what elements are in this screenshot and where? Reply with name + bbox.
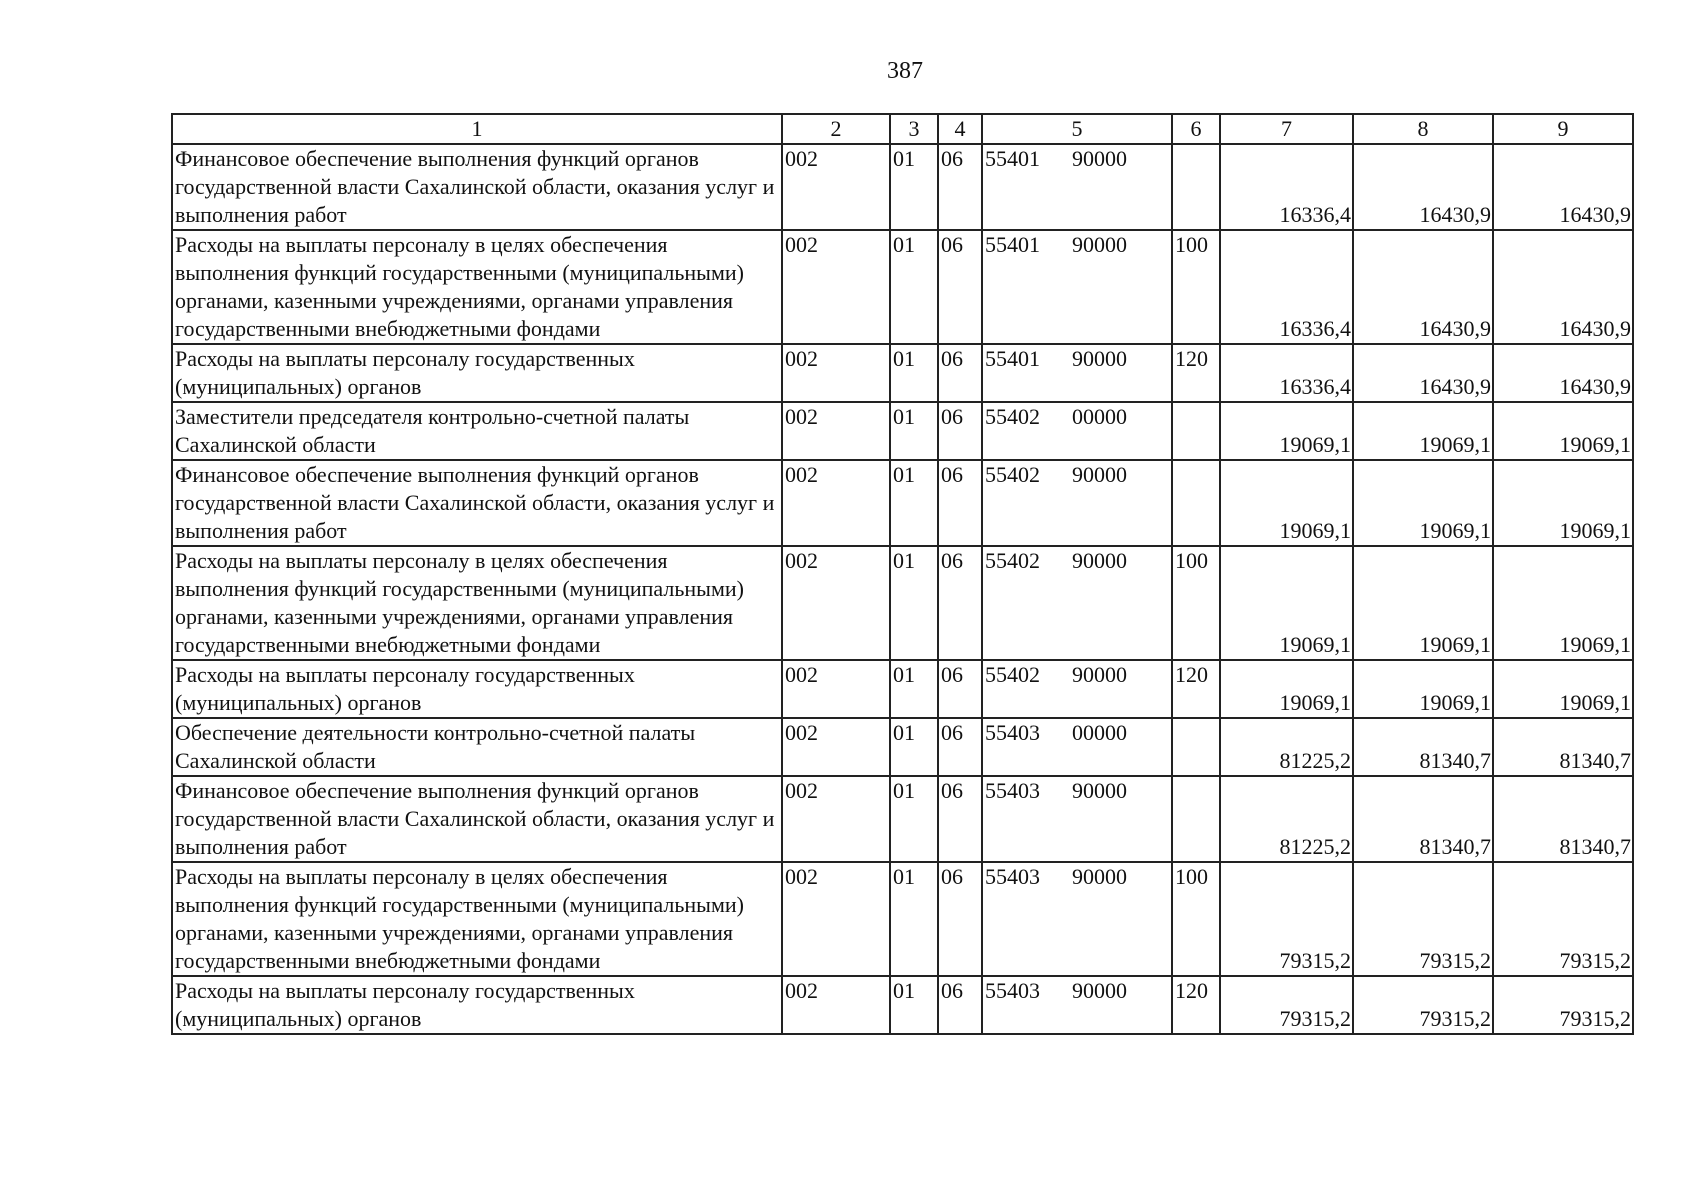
target-article-code-part2: 90000 bbox=[1072, 864, 1127, 889]
subsection-code: 06 bbox=[938, 862, 982, 976]
table-row bbox=[172, 718, 1633, 776]
table-row bbox=[172, 344, 1633, 402]
table-row bbox=[172, 776, 1633, 862]
amount-col9: 16430,9 bbox=[1493, 230, 1633, 344]
amount-col8: 79315,2 bbox=[1353, 862, 1493, 976]
ministry-code: 002 bbox=[782, 144, 890, 230]
amount-col9: 16430,9 bbox=[1493, 144, 1633, 230]
target-article-code-part2: 00000 bbox=[1072, 720, 1127, 745]
expense-type-code bbox=[1172, 718, 1220, 776]
expense-type-code: 100 bbox=[1172, 862, 1220, 976]
column-header: 6 bbox=[1172, 114, 1220, 144]
row-description: Расходы на выплаты персоналу в целях обеспечения выполнения функций государственными (муниципальными) органами, казенными учреждениями, органами управления государственными внебюджетными фондами bbox=[172, 862, 782, 976]
section-code: 01 bbox=[890, 230, 938, 344]
column-header: 7 bbox=[1220, 114, 1353, 144]
target-article-code bbox=[982, 144, 1172, 230]
subsection-code: 06 bbox=[938, 546, 982, 660]
amount-col7: 81225,2 bbox=[1220, 718, 1353, 776]
target-article-code-part2: 90000 bbox=[1072, 462, 1127, 487]
subsection-code: 06 bbox=[938, 660, 982, 718]
column-header: 1 bbox=[172, 114, 782, 144]
target-article-code bbox=[982, 776, 1172, 862]
section-code: 01 bbox=[890, 344, 938, 402]
subsection-code: 06 bbox=[938, 776, 982, 862]
amount-col9: 79315,2 bbox=[1493, 976, 1633, 1034]
row-description: Расходы на выплаты персоналу в целях обеспечения выполнения функций государственными (муниципальными) органами, казенными учреждениями, органами управления государственными внебюджетными фондами bbox=[172, 230, 782, 344]
expense-type-code bbox=[1172, 776, 1220, 862]
row-description: Заместители председателя контрольно-счетной палаты Сахалинской области bbox=[172, 402, 782, 460]
target-article-code-part2: 90000 bbox=[1072, 146, 1127, 171]
target-article-code bbox=[982, 344, 1172, 402]
row-description: Финансовое обеспечение выполнения функций органов государственной власти Сахалинской области, оказания услуг и выполнения работ bbox=[172, 776, 782, 862]
row-description: Финансовое обеспечение выполнения функций органов государственной власти Сахалинской области, оказания услуг и выполнения работ bbox=[172, 460, 782, 546]
ministry-code: 002 bbox=[782, 862, 890, 976]
target-article-code-part2: 00000 bbox=[1072, 404, 1127, 429]
column-header: 2 bbox=[782, 114, 890, 144]
target-article-code-part1: 55401 bbox=[985, 146, 1040, 171]
table-row bbox=[172, 402, 1633, 460]
amount-col9: 19069,1 bbox=[1493, 546, 1633, 660]
ministry-code: 002 bbox=[782, 402, 890, 460]
section-code: 01 bbox=[890, 862, 938, 976]
subsection-code: 06 bbox=[938, 402, 982, 460]
section-code: 01 bbox=[890, 660, 938, 718]
target-article-code-part1: 55402 bbox=[985, 462, 1040, 487]
amount-col7: 16336,4 bbox=[1220, 344, 1353, 402]
table-row bbox=[172, 230, 1633, 344]
amount-col7: 79315,2 bbox=[1220, 862, 1353, 976]
target-article-code-part1: 55402 bbox=[985, 548, 1040, 573]
subsection-code: 06 bbox=[938, 344, 982, 402]
section-code: 01 bbox=[890, 776, 938, 862]
amount-col8: 16430,9 bbox=[1353, 144, 1493, 230]
target-article-code bbox=[982, 862, 1172, 976]
expense-type-code bbox=[1172, 402, 1220, 460]
row-description: Финансовое обеспечение выполнения функций органов государственной власти Сахалинской области, оказания услуг и выполнения работ bbox=[172, 144, 782, 230]
target-article-code bbox=[982, 718, 1172, 776]
amount-col9: 19069,1 bbox=[1493, 402, 1633, 460]
ministry-code: 002 bbox=[782, 976, 890, 1034]
amount-col7: 79315,2 bbox=[1220, 976, 1353, 1034]
amount-col8: 19069,1 bbox=[1353, 546, 1493, 660]
target-article-code-part2: 90000 bbox=[1072, 346, 1127, 371]
expense-type-code: 100 bbox=[1172, 546, 1220, 660]
table-row bbox=[172, 660, 1633, 718]
column-header: 3 bbox=[890, 114, 938, 144]
target-article-code-part1: 55402 bbox=[985, 662, 1040, 687]
target-article-code bbox=[982, 402, 1172, 460]
ministry-code: 002 bbox=[782, 718, 890, 776]
expense-type-code: 120 bbox=[1172, 344, 1220, 402]
section-code: 01 bbox=[890, 546, 938, 660]
expense-type-code: 120 bbox=[1172, 976, 1220, 1034]
section-code: 01 bbox=[890, 460, 938, 546]
target-article-code-part1: 55401 bbox=[985, 232, 1040, 257]
target-article-code-part1: 55402 bbox=[985, 404, 1040, 429]
expense-type-code: 100 bbox=[1172, 230, 1220, 344]
ministry-code: 002 bbox=[782, 776, 890, 862]
subsection-code: 06 bbox=[938, 976, 982, 1034]
amount-col9: 81340,7 bbox=[1493, 776, 1633, 862]
target-article-code-part2: 90000 bbox=[1072, 548, 1127, 573]
target-article-code bbox=[982, 230, 1172, 344]
section-code: 01 bbox=[890, 976, 938, 1034]
amount-col8: 81340,7 bbox=[1353, 776, 1493, 862]
row-description: Расходы на выплаты персоналу в целях обеспечения выполнения функций государственными (муниципальными) органами, казенными учреждениями, органами управления государственными внебюджетными фондами bbox=[172, 546, 782, 660]
target-article-code-part2: 90000 bbox=[1072, 978, 1127, 1003]
expense-type-code bbox=[1172, 460, 1220, 546]
column-header: 8 bbox=[1353, 114, 1493, 144]
page-number: 387 bbox=[887, 58, 923, 84]
target-article-code bbox=[982, 460, 1172, 546]
row-description: Расходы на выплаты персоналу государственных (муниципальных) органов bbox=[172, 344, 782, 402]
subsection-code: 06 bbox=[938, 460, 982, 546]
target-article-code-part1: 55403 bbox=[985, 864, 1040, 889]
amount-col7: 19069,1 bbox=[1220, 546, 1353, 660]
subsection-code: 06 bbox=[938, 718, 982, 776]
ministry-code: 002 bbox=[782, 660, 890, 718]
amount-col8: 19069,1 bbox=[1353, 402, 1493, 460]
amount-col8: 79315,2 bbox=[1353, 976, 1493, 1034]
amount-col9: 19069,1 bbox=[1493, 460, 1633, 546]
row-description: Расходы на выплаты персоналу государственных (муниципальных) органов bbox=[172, 660, 782, 718]
amount-col8: 19069,1 bbox=[1353, 660, 1493, 718]
amount-col9: 81340,7 bbox=[1493, 718, 1633, 776]
amount-col8: 19069,1 bbox=[1353, 460, 1493, 546]
target-article-code bbox=[982, 976, 1172, 1034]
target-article-code bbox=[982, 546, 1172, 660]
target-article-code-part2: 90000 bbox=[1072, 232, 1127, 257]
target-article-code bbox=[982, 660, 1172, 718]
section-code: 01 bbox=[890, 144, 938, 230]
amount-col7: 19069,1 bbox=[1220, 460, 1353, 546]
amount-col7: 81225,2 bbox=[1220, 776, 1353, 862]
amount-col8: 81340,7 bbox=[1353, 718, 1493, 776]
amount-col8: 16430,9 bbox=[1353, 344, 1493, 402]
amount-col7: 19069,1 bbox=[1220, 402, 1353, 460]
expense-type-code: 120 bbox=[1172, 660, 1220, 718]
table-row bbox=[172, 862, 1633, 976]
expense-type-code bbox=[1172, 144, 1220, 230]
column-header: 4 bbox=[938, 114, 982, 144]
table-row bbox=[172, 546, 1633, 660]
table-row bbox=[172, 144, 1633, 230]
budget-table bbox=[171, 113, 1634, 1035]
section-code: 01 bbox=[890, 718, 938, 776]
amount-col9: 19069,1 bbox=[1493, 660, 1633, 718]
amount-col7: 16336,4 bbox=[1220, 230, 1353, 344]
target-article-code-part1: 55403 bbox=[985, 778, 1040, 803]
table-header-row bbox=[172, 114, 1633, 144]
target-article-code-part1: 55403 bbox=[985, 720, 1040, 745]
table-row bbox=[172, 460, 1633, 546]
subsection-code: 06 bbox=[938, 144, 982, 230]
target-article-code-part2: 90000 bbox=[1072, 778, 1127, 803]
amount-col9: 79315,2 bbox=[1493, 862, 1633, 976]
amount-col7: 19069,1 bbox=[1220, 660, 1353, 718]
target-article-code-part1: 55403 bbox=[985, 978, 1040, 1003]
section-code: 01 bbox=[890, 402, 938, 460]
amount-col9: 16430,9 bbox=[1493, 344, 1633, 402]
amount-col8: 16430,9 bbox=[1353, 230, 1493, 344]
ministry-code: 002 bbox=[782, 460, 890, 546]
ministry-code: 002 bbox=[782, 546, 890, 660]
table-row bbox=[172, 976, 1633, 1034]
column-header: 5 bbox=[982, 114, 1172, 144]
row-description: Обеспечение деятельности контрольно-счетной палаты Сахалинской области bbox=[172, 718, 782, 776]
ministry-code: 002 bbox=[782, 344, 890, 402]
target-article-code-part1: 55401 bbox=[985, 346, 1040, 371]
ministry-code: 002 bbox=[782, 230, 890, 344]
amount-col7: 16336,4 bbox=[1220, 144, 1353, 230]
target-article-code-part2: 90000 bbox=[1072, 662, 1127, 687]
subsection-code: 06 bbox=[938, 230, 982, 344]
row-description: Расходы на выплаты персоналу государственных (муниципальных) органов bbox=[172, 976, 782, 1034]
column-header: 9 bbox=[1493, 114, 1633, 144]
